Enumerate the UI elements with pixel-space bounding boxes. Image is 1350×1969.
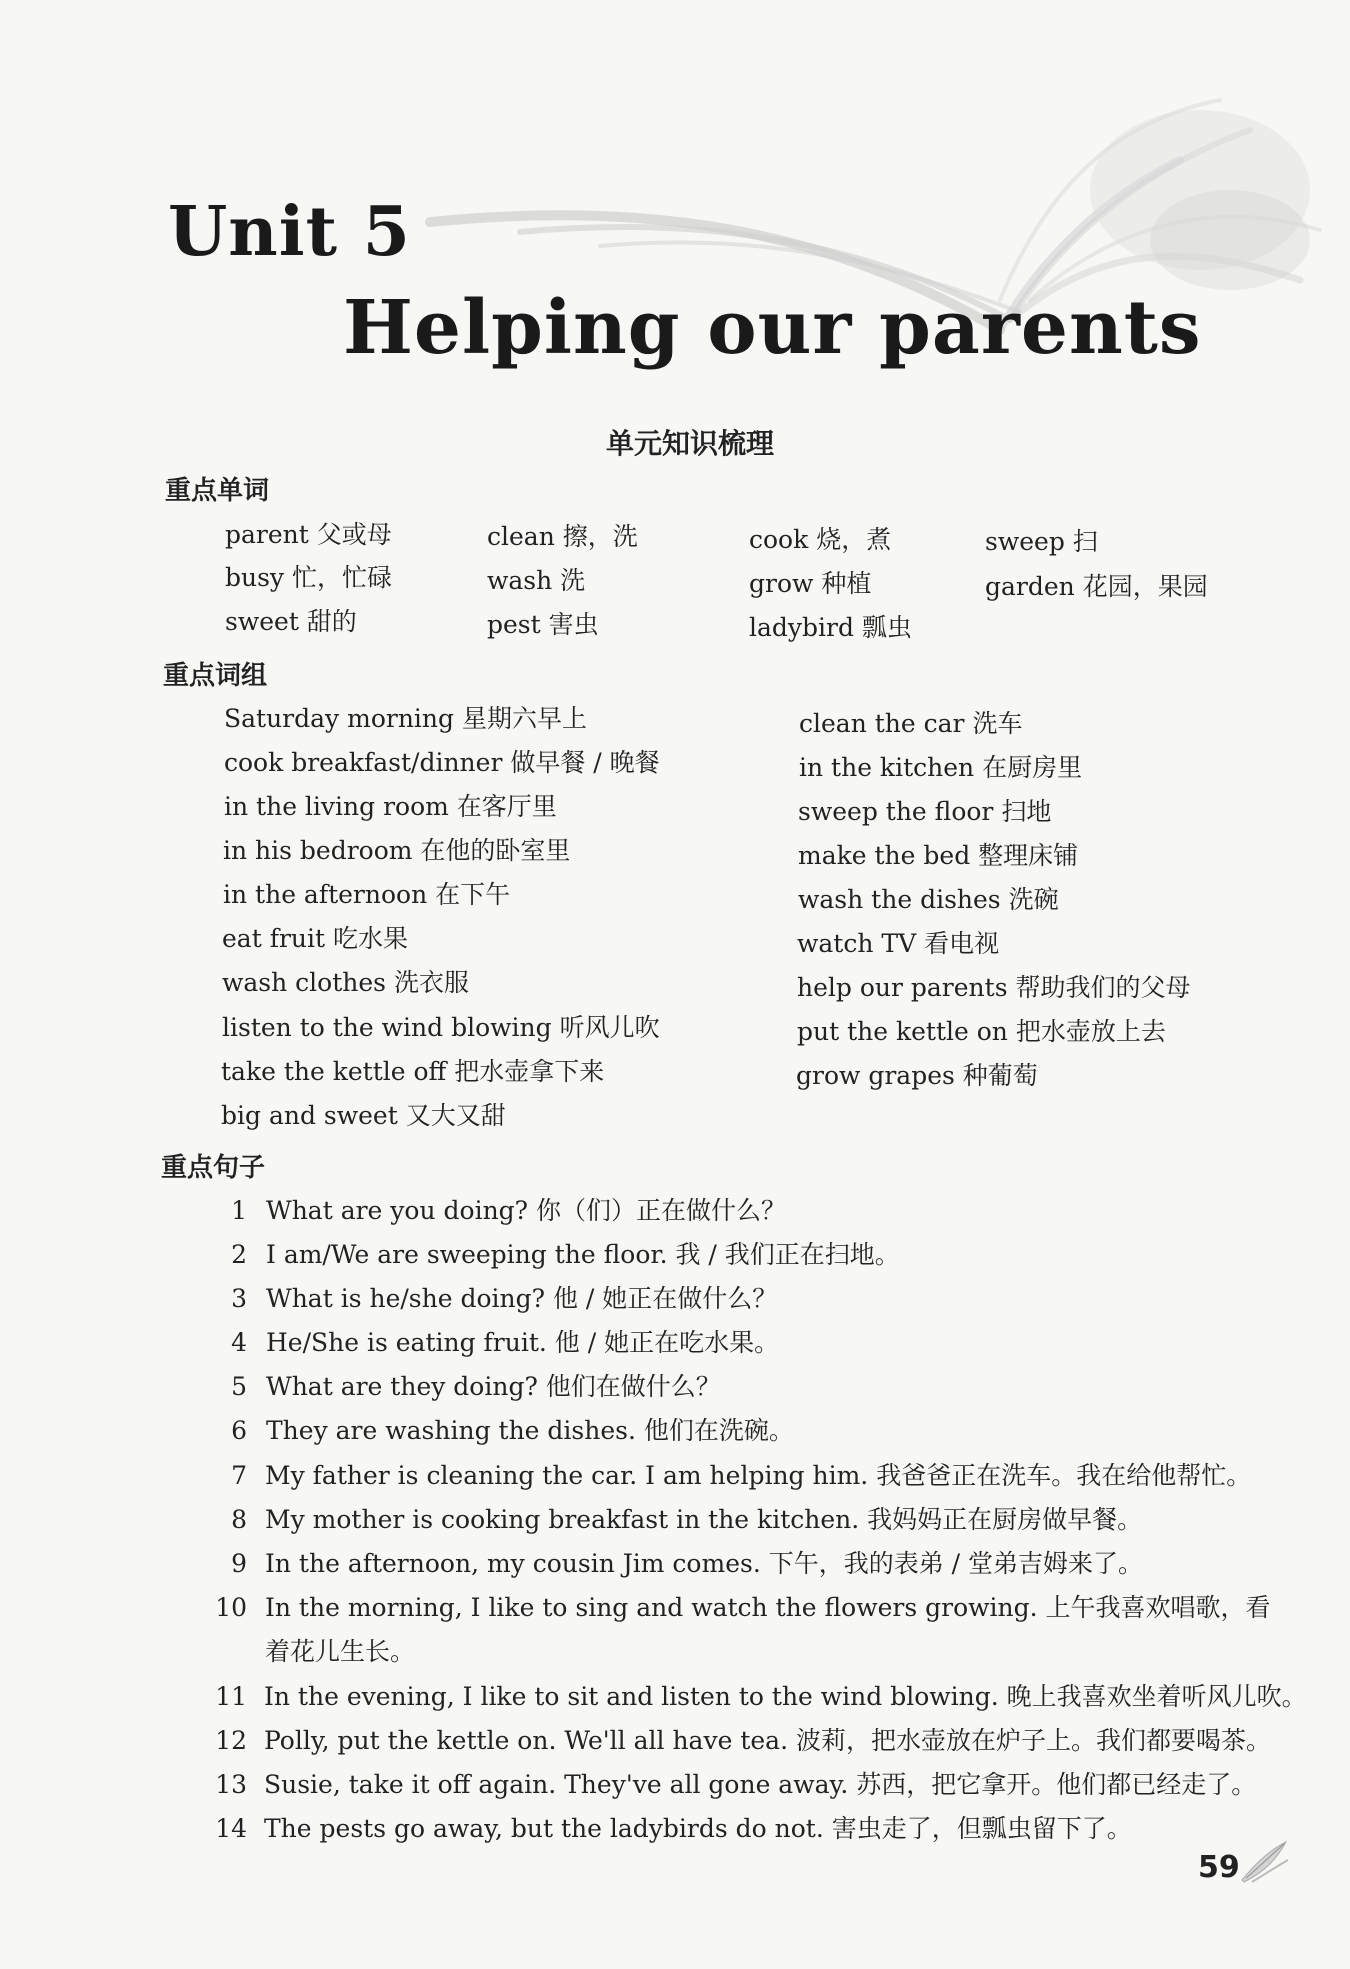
phrase-item: in the living room 在客厅里 (224, 792, 557, 821)
sentence-number: 6 (231, 1416, 247, 1445)
phrase-item: sweep the floor 扫地 (798, 797, 1052, 826)
sentence-text: In the morning, I like to sing and watch the flowers growing. 上午我喜欢唱歌，看 (265, 1593, 1271, 1622)
sentence-text: In the evening, I like to sit and listen to the wind blowing. 晚上我喜欢坐着听风儿吹。 (264, 1682, 1307, 1711)
leaf-icon (1238, 1838, 1290, 1884)
phrase-item: in his bedroom 在他的卧室里 (223, 836, 571, 865)
sentence-number: 10 (215, 1593, 247, 1622)
sentence-number: 7 (231, 1461, 247, 1490)
sentence-number: 14 (215, 1814, 247, 1843)
word-item: cook 烧，煮 (749, 525, 892, 554)
sentence-text: Polly, put the kettle on. We'll all have tea. 波莉，把水壶放在炉子上。我们都要喝茶。 (264, 1726, 1271, 1755)
phrase-item: in the kitchen 在厨房里 (799, 753, 1083, 782)
word-item: parent 父或母 (225, 520, 392, 549)
sentence-number: 4 (231, 1328, 247, 1357)
phrase-item: wash the dishes 洗碗 (798, 885, 1059, 914)
word-item: sweet 甜的 (225, 607, 357, 636)
phrase-item: watch TV 看电视 (797, 929, 1000, 958)
word-item: clean 擦，洗 (487, 522, 638, 551)
word-item: pest 害虫 (487, 610, 599, 639)
phrase-item: take the kettle off 把水壶拿下来 (221, 1057, 605, 1086)
overview-heading: 单元知识梳理 (605, 427, 774, 460)
sentence-text: My mother is cooking breakfast in the kitchen. 我妈妈正在厨房做早餐。 (265, 1505, 1143, 1534)
sentence-text: I am/We are sweeping the floor. 我 / 我们正在扫地。 (266, 1240, 900, 1269)
phrase-item: make the bed 整理床铺 (798, 841, 1079, 870)
main-title: Helping our parents (343, 285, 1202, 371)
sentence-text: What is he/she doing? 他 / 她正在做什么？ (266, 1284, 778, 1313)
sentence-number: 11 (215, 1682, 247, 1711)
phrase-item: grow grapes 种葡萄 (796, 1061, 1038, 1090)
word-item: busy 忙，忙碌 (225, 563, 393, 592)
word-item: grow 种植 (749, 569, 872, 598)
sentence-text: They are washing the dishes. 他们在洗碗。 (266, 1416, 794, 1445)
word-item: wash 洗 (487, 566, 586, 595)
sentence-number: 1 (231, 1196, 247, 1225)
sentence-text: What are they doing? 他们在做什么？ (266, 1372, 721, 1401)
phrase-item: eat fruit 吃水果 (222, 924, 408, 953)
phrase-item: clean the car 洗车 (799, 709, 1023, 738)
section-heading-sentences: 重点句子 (161, 1153, 266, 1183)
phrase-item: put the kettle on 把水壶放上去 (797, 1017, 1166, 1046)
phrase-item: wash clothes 洗衣服 (222, 968, 469, 997)
section-heading-phrases: 重点词组 (163, 661, 268, 691)
sentence-text: The pests go away, but the ladybirds do not. 害虫走了，但瓢虫留下了。 (264, 1814, 1132, 1843)
phrase-item: in the afternoon 在下午 (223, 880, 511, 909)
page-number: 59 (1198, 1850, 1240, 1885)
sentence-text: Susie, take it off again. They've all gone away. 苏西，把它拿开。他们都已经走了。 (264, 1770, 1257, 1799)
phrase-item: listen to the wind blowing 听风儿吹 (222, 1013, 660, 1042)
phrase-item: big and sweet 又大又甜 (221, 1101, 506, 1130)
sentence-number: 2 (231, 1240, 247, 1269)
sentence-text-continued: 着花儿生长。 (265, 1637, 416, 1666)
sentence-text: He/She is eating fruit. 他 / 她正在吃水果。 (266, 1328, 780, 1357)
sentence-number: 8 (231, 1505, 247, 1534)
sentence-text: My father is cleaning the car. I am helping him. 我爸爸正在洗车。我在给他帮忙。 (265, 1461, 1252, 1490)
word-item: garden 花园，果园 (985, 572, 1208, 601)
word-item: sweep 扫 (985, 527, 1098, 556)
sentence-number: 9 (231, 1549, 247, 1578)
sentence-number: 5 (231, 1372, 247, 1401)
unit-title: Unit 5 (168, 192, 411, 272)
sentence-text: What are you doing? 你（们）正在做什么？ (266, 1196, 787, 1225)
phrase-item: help our parents 帮助我们的父母 (797, 973, 1191, 1002)
sentence-text: In the afternoon, my cousin Jim comes. 下午，我的表弟 / 堂弟吉姆来了。 (265, 1549, 1144, 1578)
phrase-item: Saturday morning 星期六早上 (224, 704, 587, 733)
section-heading-words: 重点单词 (165, 476, 270, 506)
phrase-item: cook breakfast/dinner 做早餐 / 晚餐 (224, 748, 660, 777)
sentence-number: 3 (231, 1284, 247, 1313)
sentence-number: 12 (215, 1726, 247, 1755)
word-item: ladybird 瓢虫 (749, 613, 912, 642)
sentence-number: 13 (215, 1770, 247, 1799)
